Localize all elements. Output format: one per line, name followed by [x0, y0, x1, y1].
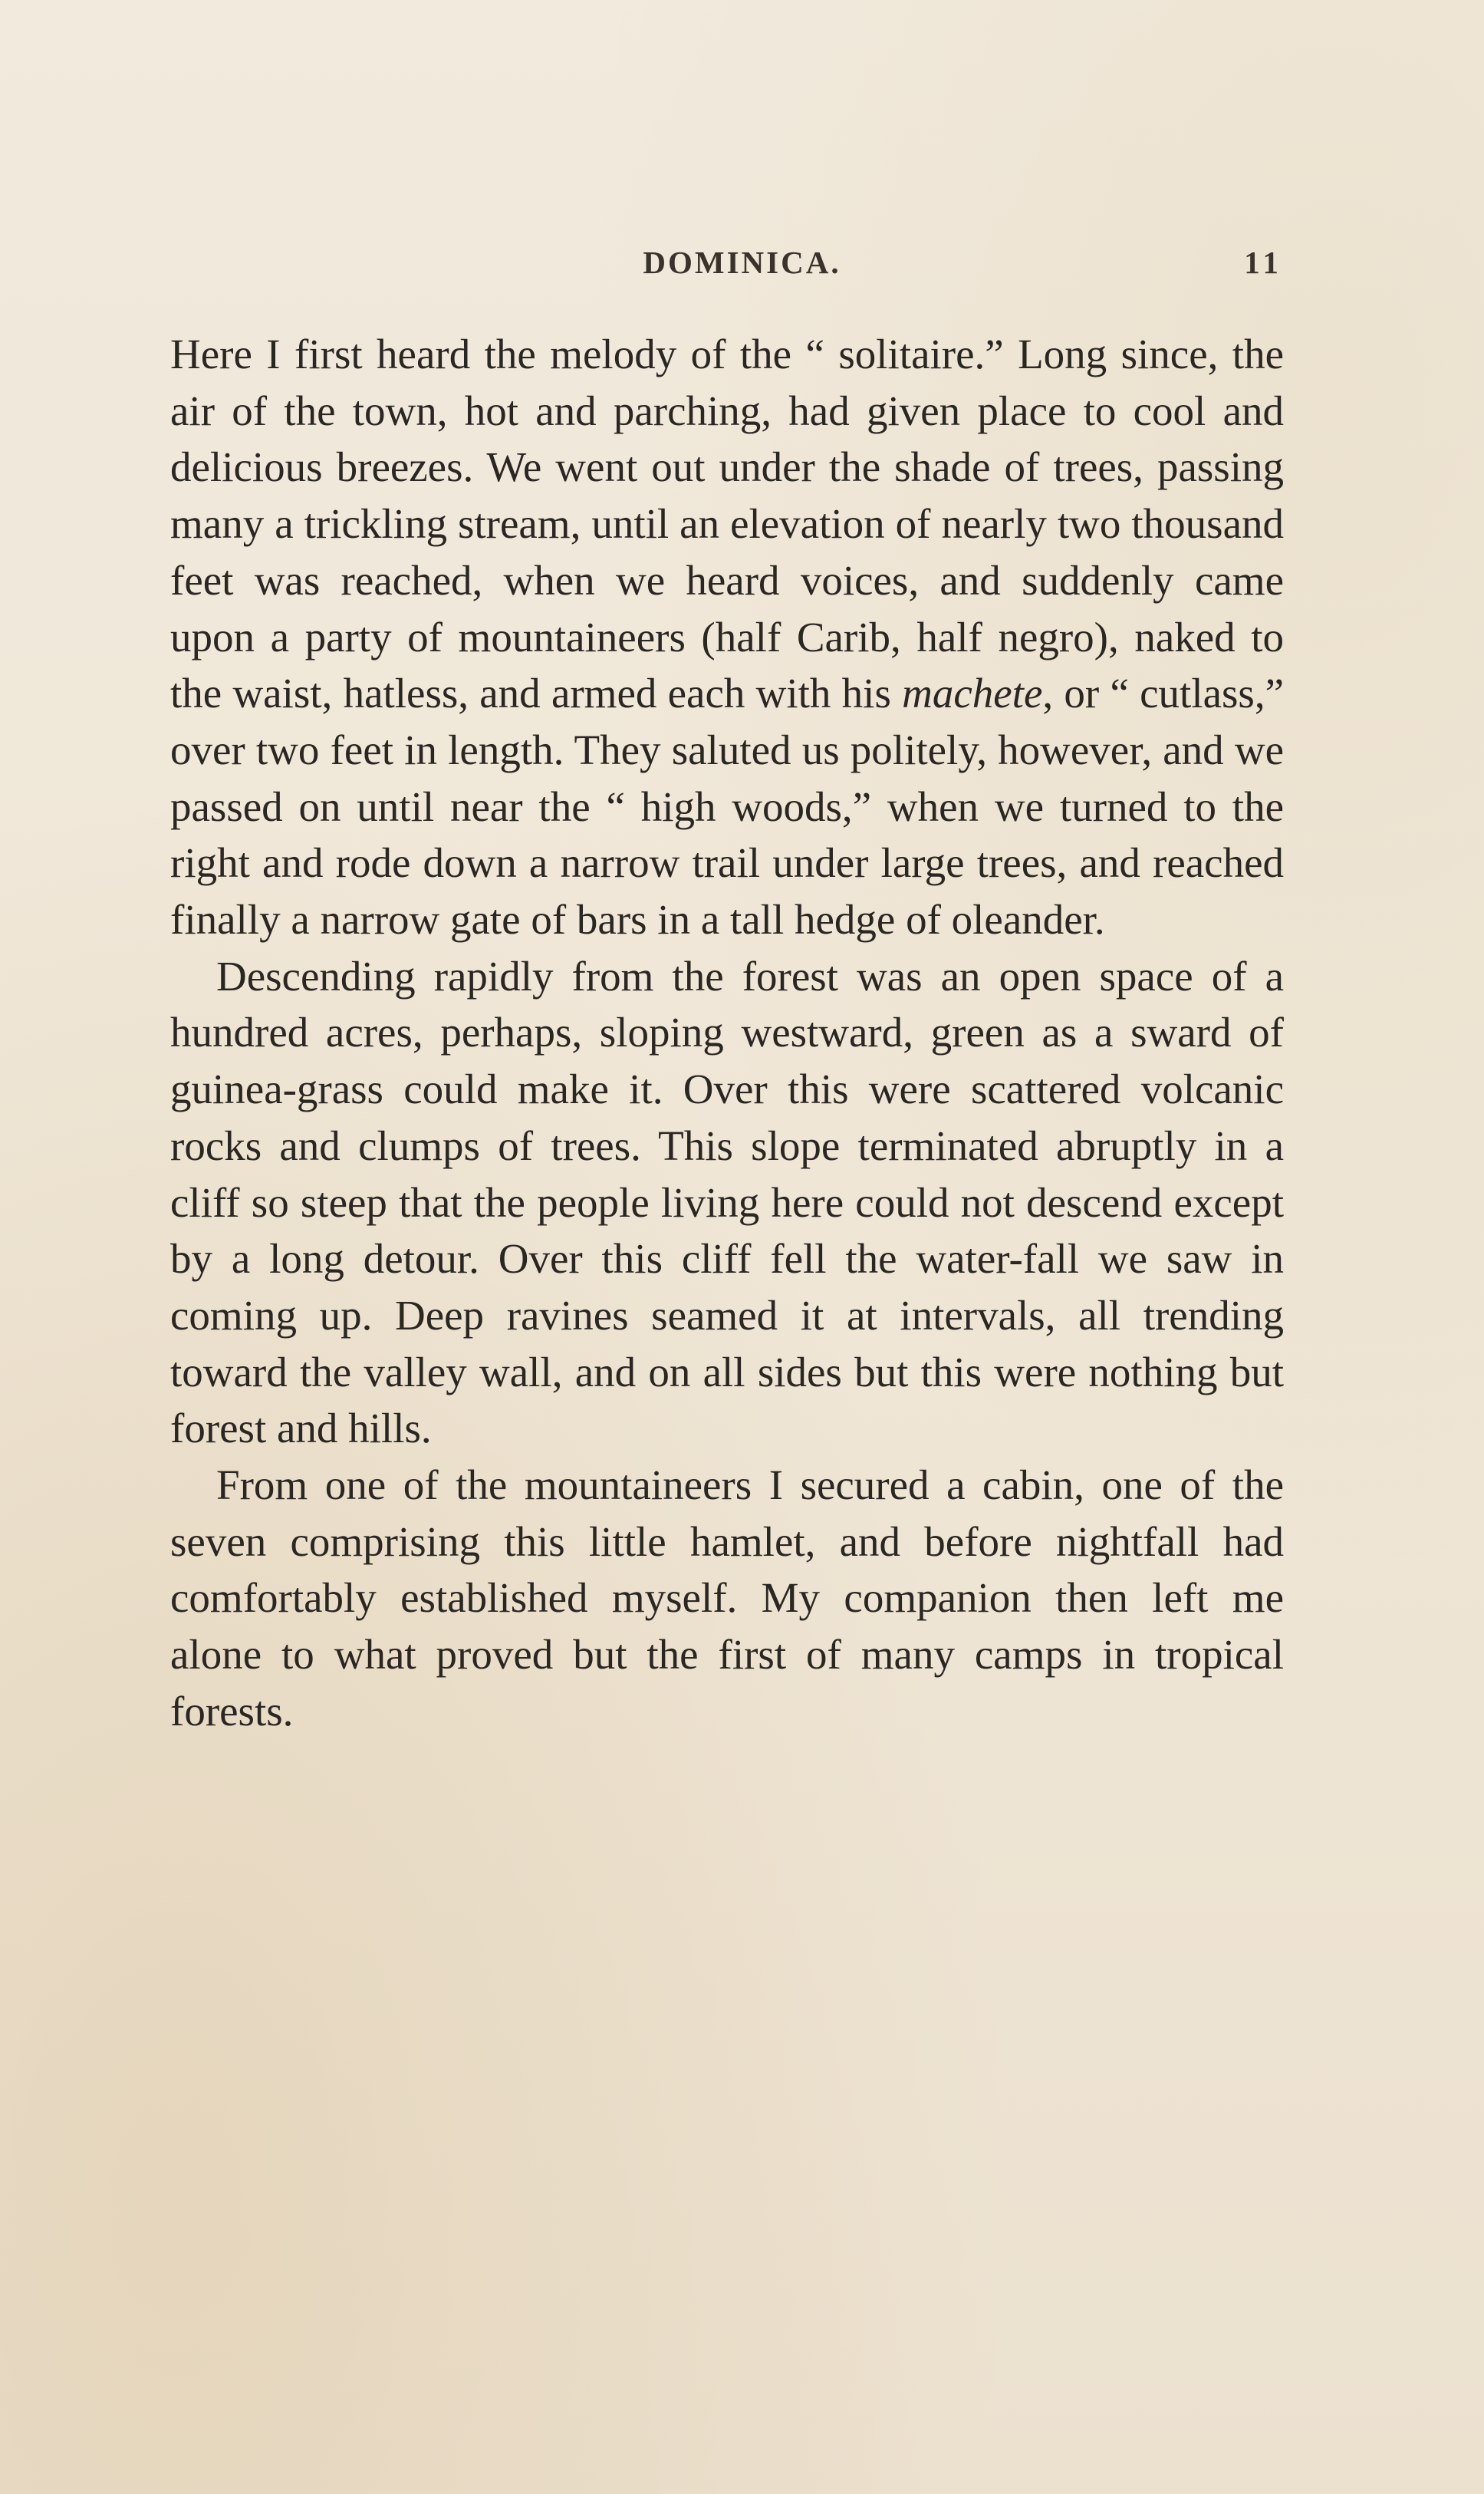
paragraph-3: From one of the mountaineers I secured a cabin, one of the seven comprising this little hamlet, and before nightfall had comfortably established myself. My companion then left me alone to what proved but the first of many camps in tropical forests. [170, 1461, 1284, 1735]
page-number: 11 [1244, 245, 1283, 280]
paragraph-1-italic-word: machete [902, 670, 1043, 717]
paragraph-1 [170, 326, 1284, 948]
paragraph-2: Descending rapidly from the forest was an open space of a hundred acres, perhaps, sloping westward, green as a sward of guinea-grass could make it. Over this were scattered volcanic rocks and clumps of trees. This slope terminated abruptly in a cliff so steep that the people living here could not descend except by a long detour. Over this cliff fell the water-fall we saw in coming up. Deep ravines seamed it at intervals, all trending toward the valley wall, and on all sides but this were nothing but forest and hills. [170, 952, 1284, 1452]
running-title: DOMINICA. [643, 245, 841, 280]
paragraph-1-text-b: , or “ cutlass,” over two feet in length. They saluted us politely, however, and we passed on until near the “ high woods,” when we turned to the right and rode down a narrow trail under large trees, and reached finally a narrow gate of bars in a tall hedge of oleander. [170, 670, 1284, 944]
paragraph-1-text-a: Here I first heard the melody of the “ solitaire.” Long since, the air of the town, hot and parching, had given place to cool and delicious breezes. We went out under the shade of trees, passing many a trickling stream, until an elevation of nearly two thousand feet was reached, when we heard voices, and suddenly came upon a party of mountaineers (half Carib, half negro), naked to the waist, hatless, and armed each with his [170, 331, 1284, 717]
body-text [170, 326, 1284, 1740]
page-header [0, 244, 1484, 290]
